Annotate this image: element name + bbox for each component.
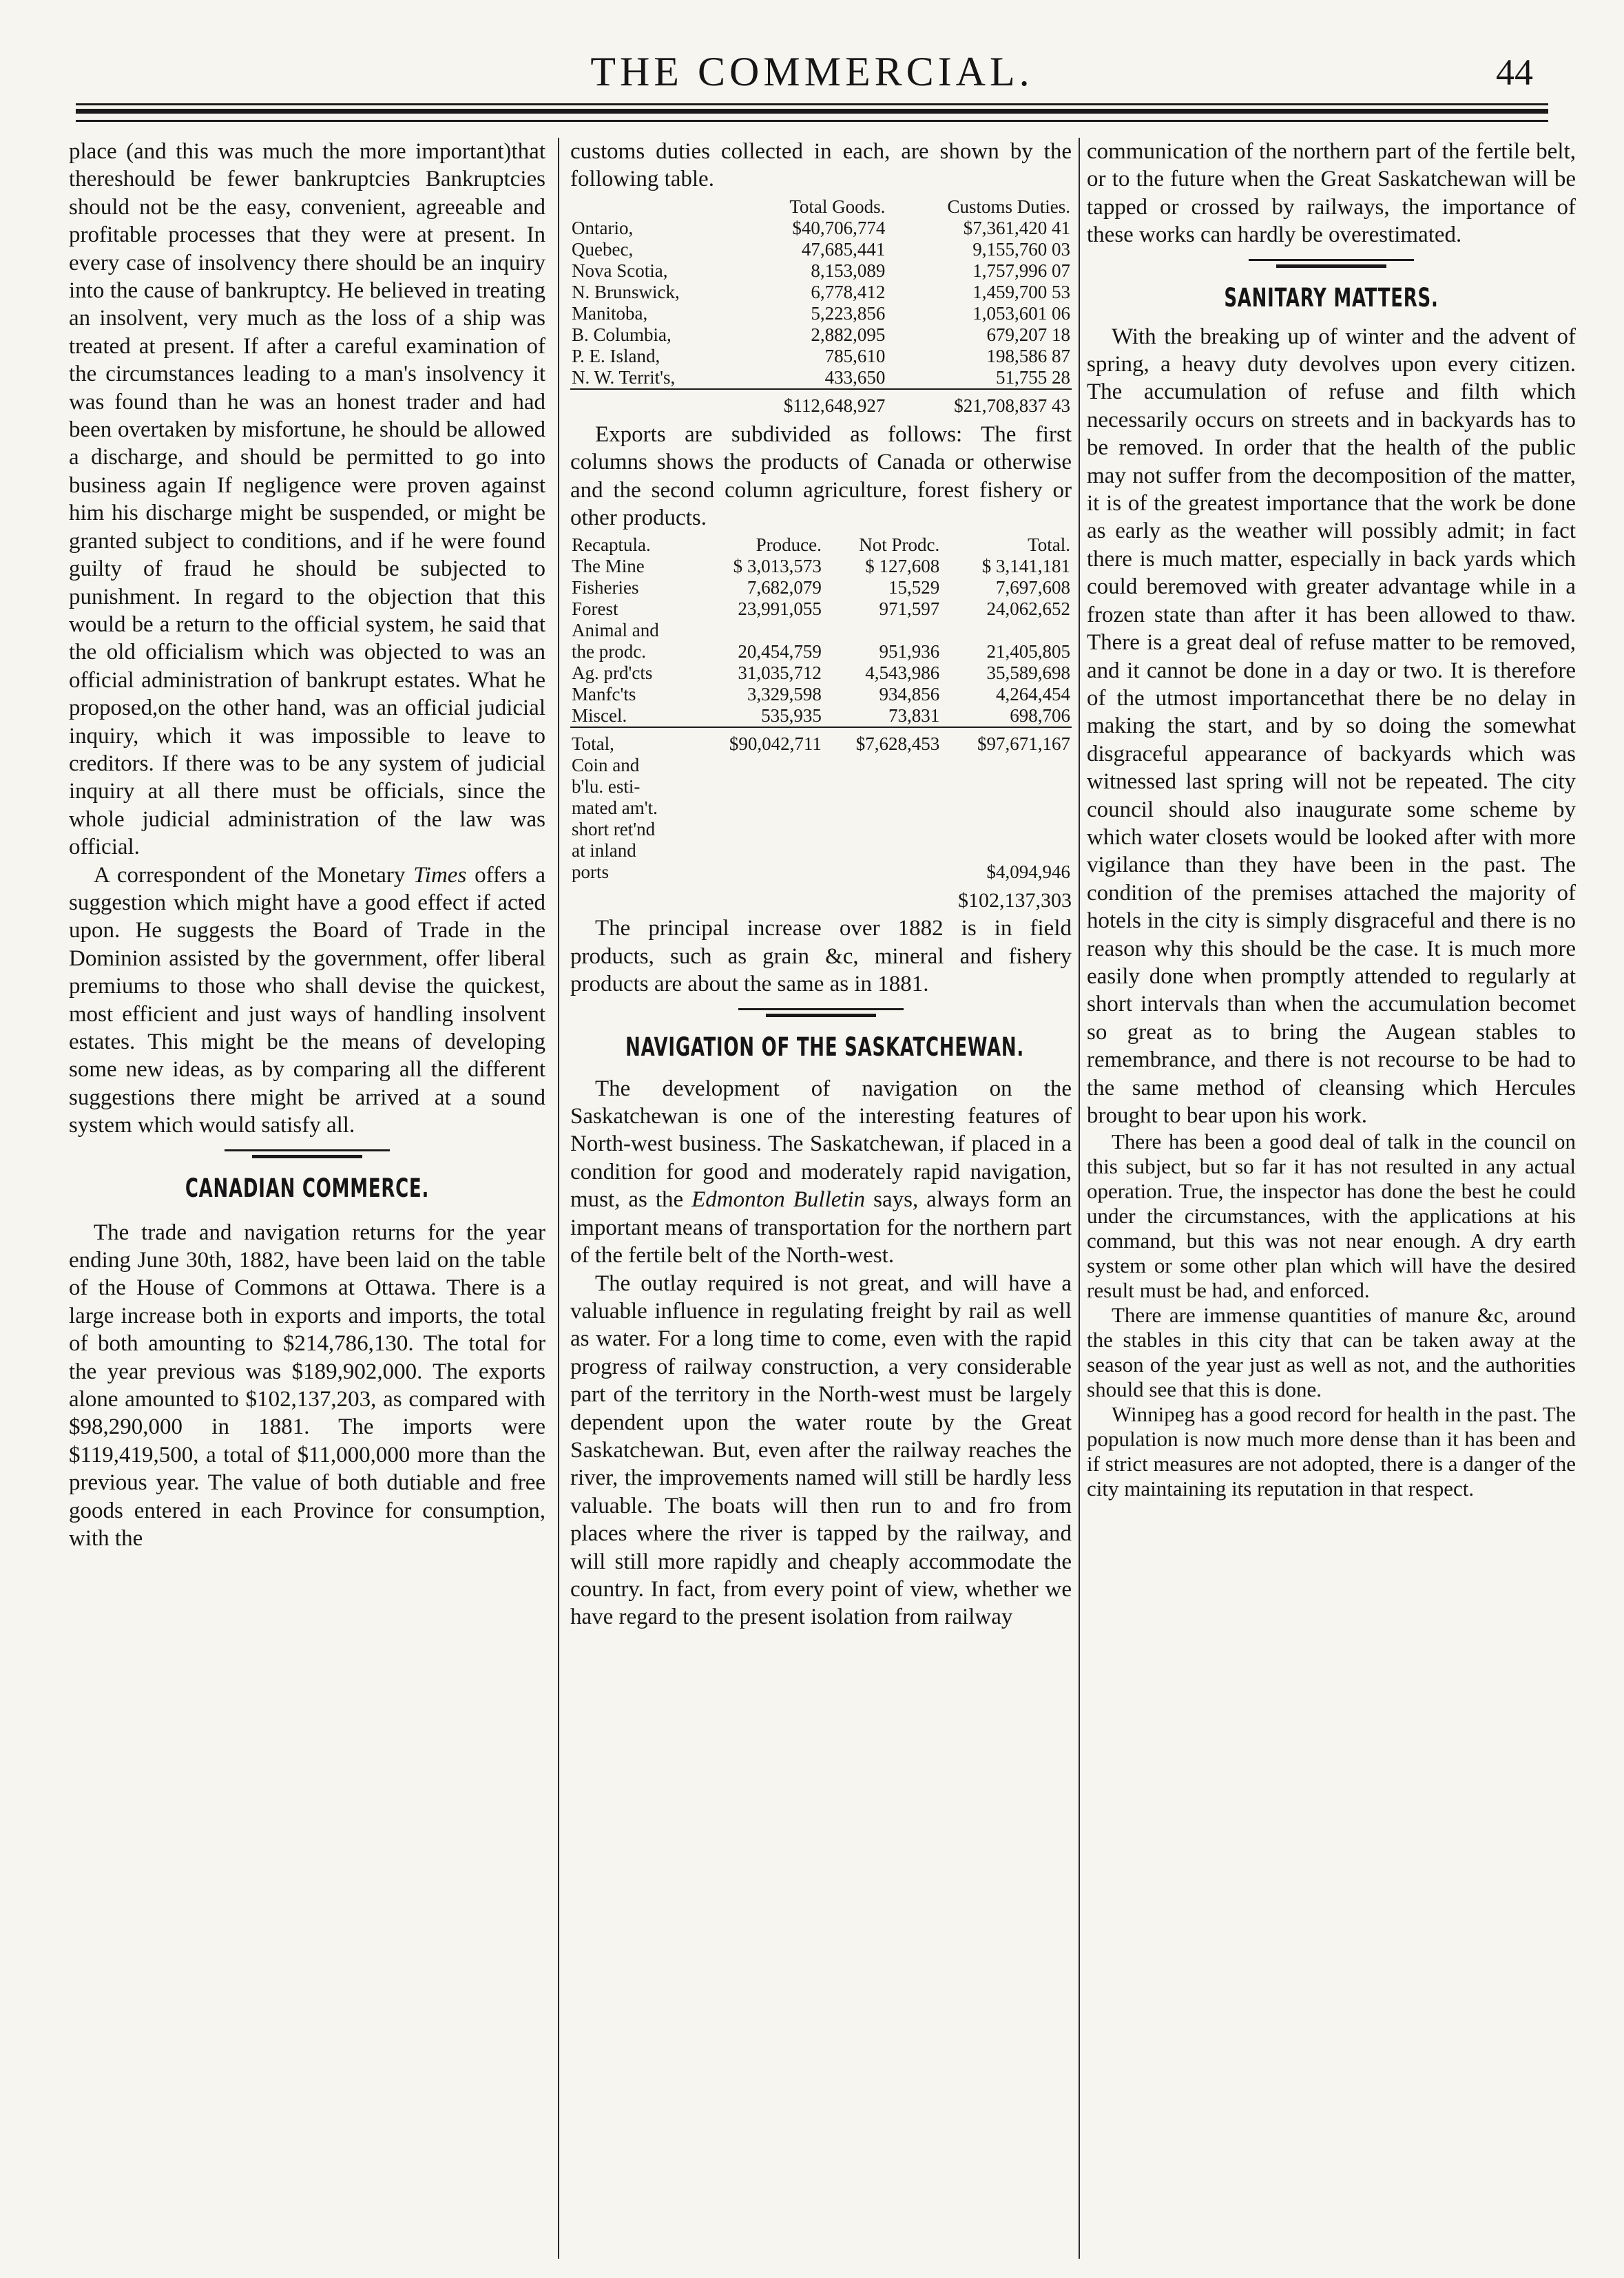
table-header: Customs Duties. [947, 196, 1070, 217]
section-separator [738, 1008, 904, 1017]
paragraph-exports-intro: Exports are subdivided as follows: The first columns shows the products of Canada or otherwise and the second column agriculture, forest fishery or other products. [570, 421, 1072, 531]
table-row [570, 367, 1072, 389]
header-rule-thick [76, 109, 1548, 114]
table-cell: The Mine [572, 556, 645, 577]
table-cell: the prodc. [572, 641, 646, 662]
paragraph-trade-returns: The trade and navigation returns for the year ending June 30th, 1882, have been laid on the table of the House of Commons at Ottawa. There is a large increase both in exports and imports, the total of both amounting to $214,786,130. The total for the year previous was $189,902,000. The exports alone amounted to $102,137,203, as compared with $98,290,000 in 1881. The imports were $119,419,500, a total of $11,000,000 more than the previous year. The value of both dutiable and free goods entered in each Province for consumption, with the [69, 1220, 545, 1551]
paragraph-sanitary-3: There are immense quantities of manure &c, around the stables in this city that can be taken away at the season of the year just as well as not, and the authorities should see that this is done. [1087, 1303, 1576, 1402]
table-row [570, 861, 1072, 883]
paragraph-principal-increase: The principal increase over 1882 is in field products, such as grain &c, mineral and fishery products are about the same as in 1881. [570, 916, 1072, 997]
table-cell: $4,094,946 [986, 861, 1070, 883]
table-cell: Coin and [572, 755, 640, 776]
table-cell: 4,264,454 [996, 684, 1070, 705]
table-cell: Animal and [572, 620, 659, 641]
table-cell: 8,153,089 [811, 260, 886, 281]
text-span: says, always form an important means of transportation for the northern part of the fertile belt of the North-west. [570, 1187, 1072, 1268]
paragraph-sanitary-4: Winnipeg has a good record for health in the past. The population is now much more dense than it has been and if strict measures are not adopted, there is a danger of the city maintaining its reputation in that respect. [1087, 1402, 1576, 1501]
table-row [570, 598, 1072, 620]
table-row [570, 282, 1072, 303]
table-cell: 535,935 [761, 705, 822, 727]
text-span: The development of navigation on the Saskatchewan is one of the interesting features of North-west business. The Saskatchewan, if placed in a condition for good and moderately rapid navigation, must, as the [570, 1076, 1072, 1213]
table-header: Total Goods. [789, 196, 886, 217]
paragraph-navigation-1 [570, 1075, 1072, 1270]
paragraph-monetary-times [69, 861, 545, 1140]
grand-total: $102,137,303 [958, 889, 1072, 912]
table-cell: 433,650 [824, 366, 886, 388]
table-cell: 20,454,759 [738, 641, 822, 662]
table-cell: 934,856 [879, 684, 940, 705]
column-3 [1087, 138, 1576, 2278]
text-span: offers a suggestion which might have a good effect if acted upon. He suggests the Board of Trade in the Dominion assisted by the government, offer liberal premiums to those who shall devise the quickest, most efficient and just ways of handling insolvent estates. This might be the means of developing some new ideas, as by comparing all the different suggestions there might be arrived at a sound system which would satisfy all. [69, 862, 545, 1138]
table-cell [693, 620, 822, 641]
table-cell: 198,586 87 [986, 345, 1070, 366]
masthead [0, 0, 1624, 110]
table-cell: ports [572, 861, 609, 883]
table-cell: 1,053,601 06 [972, 302, 1070, 324]
column-divider-1 [558, 138, 559, 2259]
table-header: Recaptula. [572, 534, 651, 556]
heading-canadian-commerce: CANADIAN COMMERCE. [185, 1173, 430, 1203]
table-cell: $40,706,774 [792, 217, 886, 238]
section-separator [225, 1149, 390, 1158]
paragraph-sanitary-2: There has been a good deal of talk in the council on this subject, but so far it has not resulted in any actual operation. True, the inspector has done the best he could under the circumstances, with the applications at his command, but this was not near enough. A dry earth system or some other plan which will have the desired result must be had, and enforced. [1087, 1129, 1576, 1303]
column-1 [69, 138, 545, 2278]
table-cell: N. W. Territ's, [572, 366, 676, 388]
table-cell: Manfc'ts [572, 684, 636, 705]
table-row [570, 303, 1072, 324]
table-total-row [570, 389, 1072, 417]
table-cell: 785,610 [824, 345, 886, 366]
table-cell: $97,671,167 [941, 727, 1072, 755]
table-row [570, 755, 1072, 776]
table-cell: $ 127,608 [865, 556, 940, 577]
table-cell: 24,062,652 [986, 598, 1070, 620]
table-cell: 73,831 [888, 705, 940, 727]
paragraph-navigation-2: The outlay required is not great, and will have a valuable influence in regulating freight by rail as well as water. For a long time to come, even with the rapid progress of railway construction, a very considerable part of the territory in the North-west must be largely dependent upon the water route by the Great Saskatchewan. But, even after the railway reaches the river, the improvements named will still be hardly less valuable. The boats will then run to and fro from places where the river is tapped by the railway, and will still more rapidly and cheaply accommodate the country. In fact, from every point of view, whether we have regard to the present isolation from railway [570, 1271, 1072, 1630]
table-cell: 971,597 [879, 598, 940, 620]
table-cell: 47,685,441 [801, 238, 886, 260]
customs-duties-table [570, 196, 1072, 417]
table-cell: mated am't. [572, 797, 658, 819]
table-cell [570, 389, 733, 417]
table-cell: b'lu. esti- [572, 776, 641, 797]
paragraph-customs-intro: customs duties collected in each, are shown by the following table. [570, 139, 1072, 192]
table-cell: Miscel. [572, 705, 627, 727]
table-cell: B. Columbia, [572, 324, 672, 345]
table-header: Total. [1028, 534, 1070, 556]
table-cell: 7,682,079 [747, 577, 822, 598]
table-cell: 35,589,698 [986, 662, 1070, 684]
table-cell: 4,543,986 [865, 662, 940, 684]
newspaper-title: THE COMMERCIAL. [590, 49, 1034, 94]
heading-sanitary-matters: SANITARY MATTERS. [1224, 282, 1439, 313]
table-cell: 698,706 [1010, 705, 1070, 727]
page-number: 44 [1496, 52, 1533, 93]
table-row [570, 797, 1072, 819]
table-total-row [570, 727, 1072, 755]
table-row [570, 641, 1072, 662]
table-cell: $ 3,141,181 [981, 556, 1070, 577]
heading-navigation: NAVIGATION OF THE SASKATCHEWAN. [625, 1032, 1025, 1062]
table-cell: $90,042,711 [693, 727, 822, 755]
table-cell: Manitoba, [572, 302, 648, 324]
table-cell: at inland [572, 840, 636, 861]
paragraph-navigation-continued: communication of the northern part of the fertile belt, or to the future when the Great Saskatchewan will be tapped or crossed by railways, the importance of these works can hardly be overestimated. [1087, 139, 1576, 248]
section-separator [1249, 259, 1414, 268]
table-cell: Nova Scotia, [572, 260, 668, 281]
table-row [570, 819, 1072, 840]
table-cell: 7,697,608 [996, 577, 1070, 598]
header-rule-thin [76, 103, 1548, 105]
table-cell: 1,757,996 07 [972, 260, 1070, 281]
table-cell: Ag. prd'cts [572, 662, 653, 684]
table-cell: 51,755 28 [996, 366, 1070, 388]
table-row [570, 218, 1072, 239]
table-row [570, 705, 1072, 727]
table-row [570, 556, 1072, 577]
table-cell [941, 620, 1072, 641]
table-cell: 3,329,598 [747, 684, 822, 705]
table-row [570, 324, 1072, 346]
table-cell: 15,529 [888, 577, 940, 598]
table-cell: Total, [570, 727, 693, 755]
table-cell: $112,648,927 [733, 389, 887, 417]
table-cell: $21,708,837 43 [886, 389, 1072, 417]
paragraph-sanitary-1: With the breaking up of winter and the advent of spring, a heavy duty devolves upon every citizen. The accumulation of refuse and filth which necessarily occurs on streets and in backyards has to be removed. In order that the health of the public may not suffer from the decomposition of the matter, it is of the greatest importance that the work be done as early as the weather will possibly admit; in fact there is much matter, especially in back yards which could beremoved with greater advantage while in a frozen state than after it has been allowed to thaw. There is a great deal of refuse matter to be removed, and it cannot be done in a day or two. It is therefore of the utmost importancethat there be no delay in making the start, and by so doing the somewhat disgraceful appearance of backyards which was witnessed last spring will not be repeated. The city council should also inaugurate some scheme by which water closets would be looked after with more vigilance than they have been in the past. The condition of the premises attached the majority of hotels in the city is simply disgraceful and there is no reason why this should be the case. It is much more easily done when promptly attended to regularly at short intervals than when the accumulation becomet so great as to bring the Augean stables to remembrance, and there is not recourse to be had to the same method of cleansing which Hercules brought to bear upon his work. [1087, 324, 1576, 1128]
table-cell: $7,361,420 41 [963, 217, 1070, 238]
publication-name: Times [413, 862, 467, 888]
text-span: A correspondent of the Monetary [94, 862, 414, 888]
table-row [570, 620, 1072, 641]
table-cell: $7,628,453 [823, 727, 941, 755]
paragraph-bankruptcy: place (and this was much the more important)that thereshould be fewer bankruptcies Bankruptcies should not be the easy, convenient, agreeable and profitable processes that they were at present. In every case of insolvency there should be an inquiry into the cause of bankruptcy. He believed in treating an insolvent, very much as the loss of a ship was treated at present. If after a careful examination of the circumstances leading to a man's insolvency it was found than he was an honest trader and had been overtaken by misfortune, he should be allowed a discharge, and should be permitted to go into business again If negligence were proven against him his discharge might be suspended, or might be granted subject to conditions, and if he were found guilty of fraud he should be subjected to punishment. In regard to the objection that this would be a return to the official system, he said that the old officialism which was objected to was an official administration of bankrupt estates. What he proposed,on the other hand, was an official judicial inquiry, which it was impossible to leave to creditors. If there was to be any system of judicial inquiry at all there must be officials, since the whole judicial administration of the law was official. [69, 139, 545, 860]
table-cell: 31,035,712 [738, 662, 822, 684]
exports-recapitulation-table [570, 534, 1072, 883]
table-row [570, 577, 1072, 598]
column-divider-2 [1079, 138, 1080, 2259]
table-cell: 5,223,856 [811, 302, 886, 324]
table-cell: Forest [572, 598, 618, 620]
table-row [570, 239, 1072, 260]
table-cell: Fisheries [572, 577, 639, 598]
table-cell: 21,405,805 [986, 641, 1070, 662]
header-rule-bottom [76, 120, 1548, 122]
table-cell: 679,207 18 [986, 324, 1070, 345]
table-cell: 6,778,412 [811, 281, 886, 302]
table-row [570, 840, 1072, 861]
publication-name: Edmonton Bulletin [691, 1187, 866, 1213]
table-row [570, 776, 1072, 797]
table-cell [823, 620, 941, 641]
table-cell: $ 3,013,573 [733, 556, 822, 577]
table-cell: Ontario, [572, 217, 634, 238]
table-cell: 2,882,095 [811, 324, 886, 345]
table-cell: 23,991,055 [738, 598, 822, 620]
table-cell: 951,936 [879, 641, 940, 662]
table-cell: Quebec, [572, 238, 634, 260]
table-cell: short ret'nd [572, 819, 656, 840]
table-cell: 1,459,700 53 [972, 281, 1070, 302]
column-2 [570, 138, 1072, 2278]
table-header: Not Prodc. [859, 534, 940, 556]
table-cell: P. E. Island, [572, 345, 660, 366]
table-header: Produce. [756, 534, 822, 556]
table-row [570, 662, 1072, 684]
table-cell: N. Brunswick, [572, 281, 680, 302]
table-cell: 9,155,760 03 [972, 238, 1070, 260]
table-row [570, 684, 1072, 705]
table-row [570, 260, 1072, 282]
table-row [570, 346, 1072, 367]
table-header [570, 196, 733, 218]
